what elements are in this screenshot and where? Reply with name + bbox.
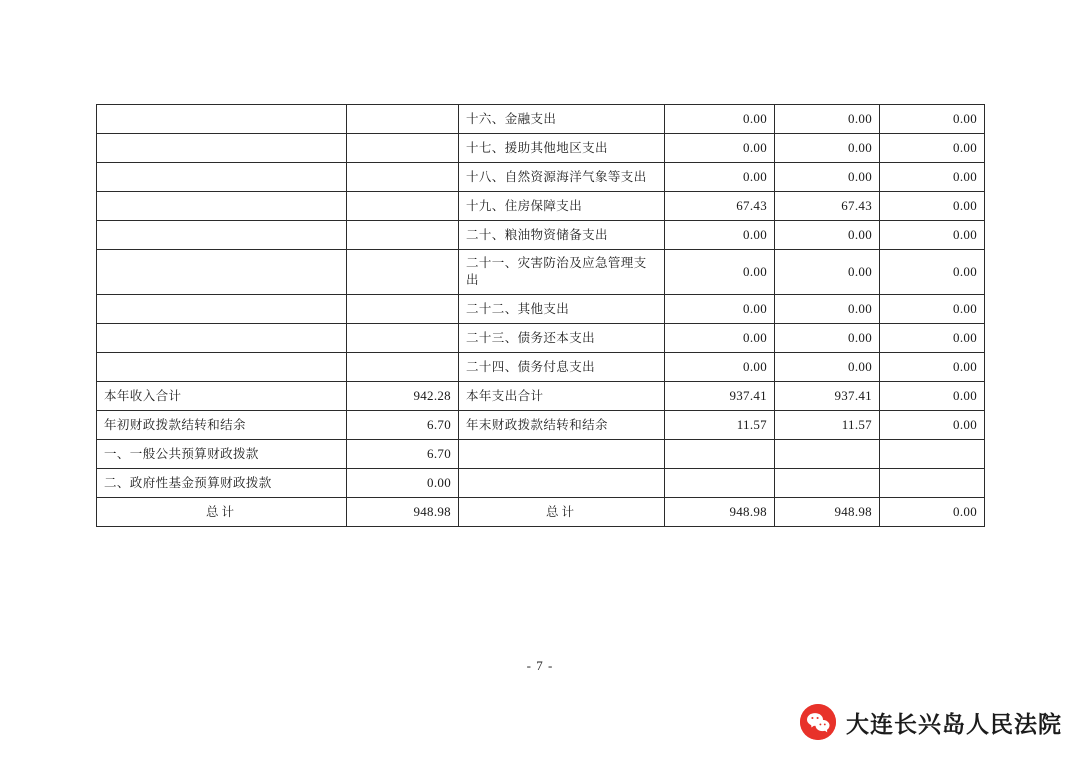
cell-income-value: [347, 250, 459, 295]
page-number: - 7 -: [526, 658, 554, 673]
cell-expense-label: 二十、粮油物资储备支出: [459, 221, 665, 250]
cell-income-value: [347, 353, 459, 382]
cell-expense-total: 0.00: [665, 295, 775, 324]
table-row: [97, 134, 985, 163]
cell-income-label: [97, 295, 347, 324]
cell-income-value: 942.28: [347, 382, 459, 411]
official-account-name: 大连长兴岛人民法院: [846, 710, 1062, 737]
cell-expense-project: [880, 469, 985, 498]
cell-income-value: [347, 324, 459, 353]
cell-expense-project: 0.00: [880, 192, 985, 221]
cell-income-value: [347, 105, 459, 134]
cell-expense-project: 0.00: [880, 353, 985, 382]
cell-income-label: [97, 324, 347, 353]
table-row-year-total: [97, 382, 985, 411]
cell-income-value: [347, 192, 459, 221]
cell-expense-total: 0.00: [665, 221, 775, 250]
cell-income-label: 本年收入合计: [97, 382, 347, 411]
cell-expense-basic: 11.57: [775, 411, 880, 440]
table-row: [97, 192, 985, 221]
cell-expense-total: [665, 440, 775, 469]
cell-expense-basic: [775, 440, 880, 469]
cell-income-label: 总计: [97, 498, 347, 527]
cell-expense-total: 0.00: [665, 324, 775, 353]
cell-income-value: [347, 163, 459, 192]
cell-expense-total: 948.98: [665, 498, 775, 527]
cell-expense-project: 0.00: [880, 295, 985, 324]
cell-expense-basic: 0.00: [775, 295, 880, 324]
cell-expense-basic: 0.00: [775, 250, 880, 295]
table-row: [97, 250, 985, 295]
cell-expense-project: 0.00: [880, 221, 985, 250]
table-row: [97, 295, 985, 324]
cell-income-label: [97, 250, 347, 295]
cell-expense-total: 0.00: [665, 134, 775, 163]
cell-expense-label: 二十四、债务付息支出: [459, 353, 665, 382]
cell-expense-label: 十八、自然资源海洋气象等支出: [459, 163, 665, 192]
table-row: [97, 440, 985, 469]
cell-expense-basic: 0.00: [775, 105, 880, 134]
cell-expense-total: 0.00: [665, 353, 775, 382]
cell-expense-project: 0.00: [880, 250, 985, 295]
cell-expense-basic: 0.00: [775, 324, 880, 353]
cell-expense-label: 二十二、其他支出: [459, 295, 665, 324]
table-row: [97, 324, 985, 353]
table-row: [97, 163, 985, 192]
budget-summary-table: [96, 104, 985, 527]
cell-expense-basic: 0.00: [775, 134, 880, 163]
table-row: [97, 353, 985, 382]
cell-expense-project: 0.00: [880, 134, 985, 163]
cell-income-value: [347, 295, 459, 324]
cell-expense-basic: 948.98: [775, 498, 880, 527]
cell-expense-label: [459, 469, 665, 498]
table-row-carryover: [97, 411, 985, 440]
cell-expense-total: 0.00: [665, 163, 775, 192]
cell-income-label: [97, 221, 347, 250]
cell-expense-project: 0.00: [880, 163, 985, 192]
cell-income-label: [97, 192, 347, 221]
cell-expense-label: 十九、住房保障支出: [459, 192, 665, 221]
cell-expense-total: 937.41: [665, 382, 775, 411]
cell-expense-basic: [775, 469, 880, 498]
cell-income-label: [97, 105, 347, 134]
cell-income-label: 年初财政拨款结转和结余: [97, 411, 347, 440]
table-body: [97, 105, 985, 527]
cell-expense-basic: 937.41: [775, 382, 880, 411]
cell-expense-project: 0.00: [880, 324, 985, 353]
table-row-grand-total: [97, 498, 985, 527]
cell-income-value: 0.00: [347, 469, 459, 498]
cell-expense-total: 11.57: [665, 411, 775, 440]
cell-expense-label: 本年支出合计: [459, 382, 665, 411]
cell-income-label: 一、一般公共预算财政拨款: [97, 440, 347, 469]
table-row: [97, 469, 985, 498]
cell-income-value: [347, 221, 459, 250]
cell-expense-label: 年末财政拨款结转和结余: [459, 411, 665, 440]
cell-expense-total: 0.00: [665, 105, 775, 134]
cell-expense-basic: 67.43: [775, 192, 880, 221]
cell-expense-label: 二十一、灾害防治及应急管理支出: [459, 250, 665, 295]
cell-expense-basic: 0.00: [775, 353, 880, 382]
cell-income-value: [347, 134, 459, 163]
cell-expense-total: 67.43: [665, 192, 775, 221]
wechat-icon: [800, 704, 836, 740]
cell-expense-project: 0.00: [880, 411, 985, 440]
cell-expense-label: 十七、援助其他地区支出: [459, 134, 665, 163]
cell-income-label: [97, 353, 347, 382]
cell-expense-label: 十六、金融支出: [459, 105, 665, 134]
cell-expense-project: 0.00: [880, 105, 985, 134]
table-row: [97, 105, 985, 134]
cell-income-value: 948.98: [347, 498, 459, 527]
cell-income-label: [97, 134, 347, 163]
cell-expense-project: 0.00: [880, 498, 985, 527]
cell-income-value: 6.70: [347, 440, 459, 469]
cell-expense-label: [459, 440, 665, 469]
cell-expense-total: 0.00: [665, 250, 775, 295]
table-row: [97, 221, 985, 250]
cell-income-label: 二、政府性基金预算财政拨款: [97, 469, 347, 498]
cell-expense-project: 0.00: [880, 382, 985, 411]
cell-income-value: 6.70: [347, 411, 459, 440]
cell-expense-label: 二十三、债务还本支出: [459, 324, 665, 353]
cell-income-label: [97, 163, 347, 192]
cell-expense-label: 总计: [459, 498, 665, 527]
cell-expense-total: [665, 469, 775, 498]
official-account-footer: [800, 704, 1062, 740]
cell-expense-basic: 0.00: [775, 163, 880, 192]
cell-expense-basic: 0.00: [775, 221, 880, 250]
cell-expense-project: [880, 440, 985, 469]
